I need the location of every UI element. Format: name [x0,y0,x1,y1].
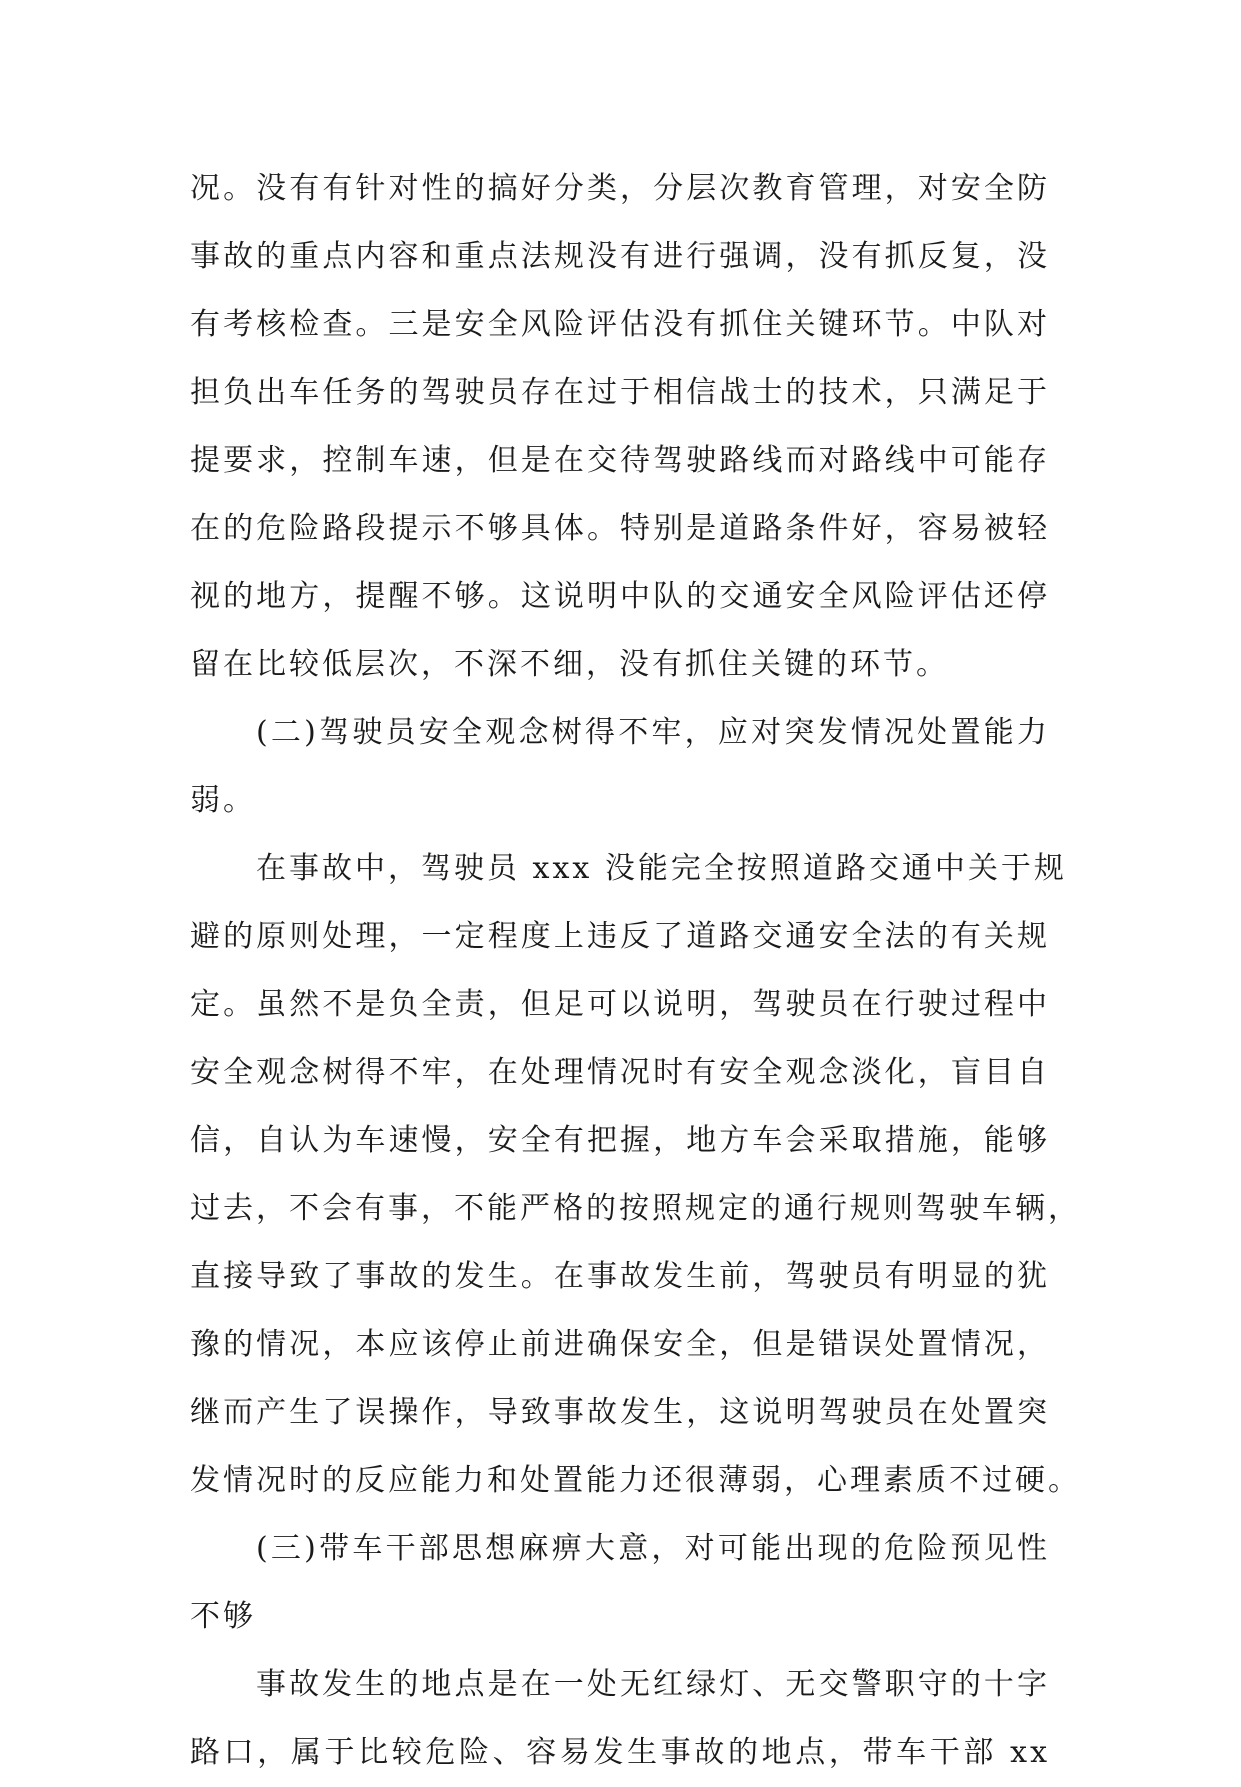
text-line: 信，自认为车速慢，安全有把握，地方车会采取措施，能够 [190,1123,1050,1158]
text-line: 在的危险路段提示不够具体。特别是道路条件好，容易被轻 [190,511,1050,546]
section-heading-line: (二)驾驶员安全观念树得不牢，应对突发情况处置能力 [256,715,1050,750]
text-line: 事故的重点内容和重点法规没有进行强调，没有抓反复，没 [190,239,1050,274]
text-line: 发情况时的反应能力和处置能力还很薄弱，心理素质不过硬。 [190,1463,1081,1498]
section-heading-line: (三)带车干部思想麻痹大意，对可能出现的危险预见性 [256,1531,1050,1566]
text-line: 事故发生的地点是在一处无红绿灯、无交警职守的十字 [256,1667,1050,1702]
section-heading-line: 不够 [190,1599,256,1634]
text-line: 担负出车任务的驾驶员存在过于相信战士的技术，只满足于 [190,375,1050,410]
document-body [190,155,1081,1787]
section-heading-line: 弱。 [190,783,256,818]
text-line: 况。没有有针对性的搞好分类，分层次教育管理，对安全防 [190,171,1050,206]
text-line: 继而产生了误操作，导致事故发生，这说明驾驶员在处置突 [190,1395,1050,1430]
text-line: 在事故中，驾驶员 xxx 没能完全按照道路交通中关于规 [256,851,1067,886]
text-line: 直接导致了事故的发生。在事故发生前，驾驶员有明显的犹 [190,1259,1050,1294]
text-line: 提要求，控制车速，但是在交待驾驶路线而对路线中可能存 [190,443,1050,478]
text-line: 留在比较低层次，不深不细，没有抓住关键的环节。 [190,647,949,682]
text-line: 豫的情况，本应该停止前进确保安全，但是错误处置情况， [190,1327,1050,1362]
text-line: 安全观念树得不牢，在处理情况时有安全观念淡化，盲目自 [190,1055,1050,1090]
text-line: 视的地方，提醒不够。这说明中队的交通安全风险评估还停 [190,579,1050,614]
text-line: 路口，属于比较危险、容易发生事故的地点，带车干部 xx [190,1735,1050,1770]
text-line: 定。虽然不是负全责，但足可以说明，驾驶员在行驶过程中 [190,987,1050,1022]
text-line: 避的原则处理，一定程度上违反了道路交通安全法的有关规 [190,919,1050,954]
text-line: 有考核检查。三是安全风险评估没有抓住关键环节。中队对 [190,307,1050,342]
text-line: 过去，不会有事，不能严格的按照规定的通行规则驾驶车辆， [190,1191,1081,1226]
